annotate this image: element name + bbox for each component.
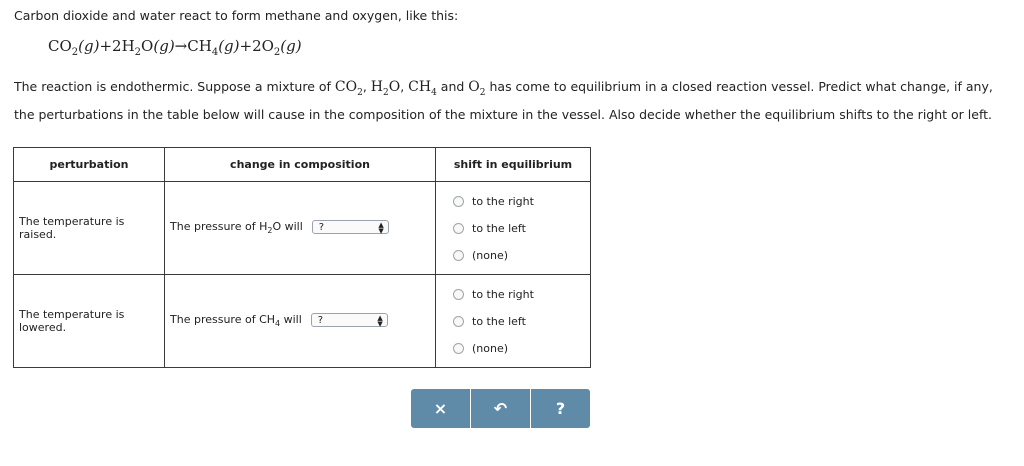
shift-options-cell (436, 275, 591, 368)
select-arrows-icon: ▲ ▼ (378, 221, 384, 236)
radio-button[interactable] (453, 250, 464, 261)
perturbation-cell: The temperature is raised. (14, 182, 165, 275)
header-perturbation: perturbation (14, 148, 165, 182)
change-cell: The pressure of $H_2O$ will ? ▲ ▼ (165, 182, 436, 275)
table-row (14, 182, 591, 275)
composition-change-select[interactable]: ? ▲ ▼ (311, 313, 388, 327)
radio-button[interactable] (453, 196, 464, 207)
shift-option-right[interactable]: to the right (453, 188, 590, 215)
answer-toolbar (411, 389, 590, 428)
undo-button[interactable] (470, 389, 530, 428)
table-header-row (14, 148, 591, 182)
shift-option-left[interactable]: to the left (453, 215, 590, 242)
change-cell: The pressure of $CH_4$ will ? ▲ ▼ (165, 275, 436, 368)
shift-option-right[interactable]: to the right (453, 281, 590, 308)
radio-button[interactable] (453, 289, 464, 300)
problem-description: The reaction is endothermic. Suppose a mixture of $CO_2$, $H_2O$, $CH_4$ and $O_2$ has come to equilibrium in a closed reaction vessel. Predict what change, if any, the perturbations in the table below will cause in the composition of the mixture in the vessel. Also decide whether the equilibrium shifts to the right or left. (14, 79, 993, 122)
perturbation-cell: The temperature is lowered. (14, 275, 165, 368)
radio-button[interactable] (453, 316, 464, 327)
composition-change-select[interactable]: ? ▲ ▼ (312, 220, 389, 234)
problem-intro: Carbon dioxide and water react to form methane and oxygen, like this: (14, 8, 459, 23)
clear-button[interactable] (411, 389, 470, 428)
help-icon: ? (555, 399, 566, 418)
help-button[interactable] (530, 389, 590, 428)
shift-option-none[interactable]: (none) (453, 242, 590, 269)
select-arrows-icon: ▲ ▼ (377, 314, 383, 329)
radio-button[interactable] (453, 343, 464, 354)
table-row (14, 275, 591, 368)
shift-options-cell (436, 182, 591, 275)
close-icon: × (433, 399, 448, 418)
perturbation-table (13, 147, 591, 368)
shift-option-none[interactable]: (none) (453, 335, 590, 362)
shift-option-left[interactable]: to the left (453, 308, 590, 335)
radio-button[interactable] (453, 223, 464, 234)
header-change-in-composition: change in composition (165, 148, 436, 182)
reaction-equation: $CO_2(g)+2H_2O(g)\to CH_4(g)+2O_2(g)$ (48, 37, 302, 58)
header-shift-in-equilibrium: shift in equilibrium (436, 148, 591, 182)
undo-icon: ↶ (493, 399, 508, 418)
